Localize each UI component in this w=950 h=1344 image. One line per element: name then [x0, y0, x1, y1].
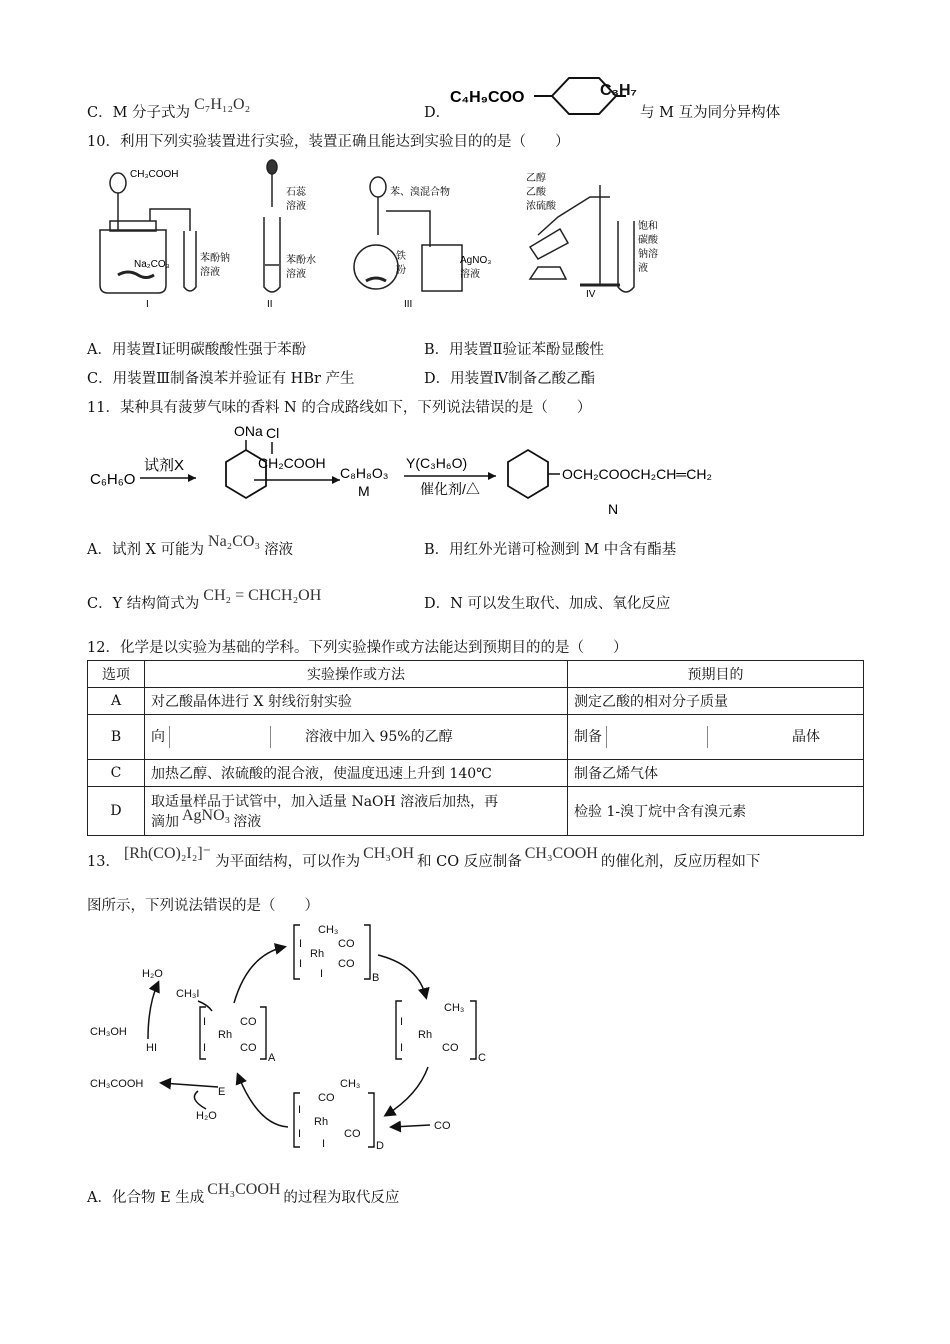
fig-na2co3: Na₂CO₃: [134, 259, 170, 270]
cycle-ch3i: CH₃I: [176, 988, 200, 1000]
fig-benzene-bromine: 苯、溴混合物: [390, 187, 450, 198]
q12-table: [87, 660, 864, 836]
q11-option-c-formula: CH₂ = CHCH₂OH: [203, 587, 322, 604]
fig-agno3-sol: 溶液: [460, 269, 480, 280]
q10-option-c: C．用装置Ⅲ制备溴苯并验证有 HBr 产生: [87, 371, 355, 387]
q13-stem-line2: 图所示，下列说法错误的是（ ）: [87, 898, 319, 914]
row-d-method: [145, 787, 568, 836]
q9-option-d: [424, 101, 450, 122]
cycle-b-ch3: CH₃: [318, 924, 339, 936]
cycle-h2o: H₂O: [142, 968, 163, 980]
q13-text-3: 的催化剂，反应历程如下: [600, 854, 761, 870]
q9-option-c-formula: C₇H₁₂O₂: [194, 96, 251, 113]
cycle-d-co1: CO: [318, 1092, 335, 1104]
q13-stem-line1: [87, 845, 761, 871]
table-row: [88, 715, 864, 760]
scheme-ch2cooh: CH₂COOH: [258, 455, 326, 471]
fig-phenolate: 苯酚钠: [200, 253, 230, 264]
scheme-m-formula: C₈H₈O₃: [340, 465, 389, 481]
q9-d-left-group: C₄H₉COO: [450, 89, 525, 106]
q13-text-1: 为平面结构，可以作为: [215, 854, 361, 870]
row-b-method-pre: 向: [151, 729, 165, 745]
cycle-d-i2: I: [298, 1128, 302, 1140]
fig-sat3: 钠溶: [638, 249, 658, 260]
q11-option-c: [87, 587, 322, 613]
q13-option-a-tail: 的过程为取代反应: [283, 1190, 400, 1206]
cycle-a-rh: Rh: [218, 1029, 233, 1041]
cycle-ch3oh: CH₃OH: [90, 1026, 127, 1038]
q13-formula-3: CH₃COOH: [524, 845, 598, 862]
q11-option-a: [87, 533, 294, 559]
q9-option-c: [87, 96, 251, 122]
row-b-goal-blank: [606, 726, 708, 748]
q9-option-c-text: C．M 分子式为: [87, 105, 191, 121]
fig-sat4: 液: [638, 263, 648, 274]
scheme-y-reagent: Y(C₃H₆O): [406, 455, 468, 471]
cycle-a-i2: I: [203, 1042, 207, 1054]
q12-stem: 12．化学是以实验为基础的学科。下列实验操作或方法能达到预期目的的是（ ）: [87, 640, 628, 656]
scheme-catalyst: 催化剂/△: [420, 481, 480, 497]
q10-stem: 10．利用下列实验装置进行实验，装置正确且能达到实验目的的是（ ）: [87, 134, 570, 150]
cycle-d-i1: I: [298, 1104, 302, 1116]
scheme-product: OCH₂COOCH₂CH═CH₂: [562, 466, 712, 482]
cycle-e: E: [218, 1086, 226, 1098]
row-d-method-line1: 取适量样品于试管中，加入适量 NaOH 溶液后加热，再: [151, 794, 499, 810]
fig-label-3: III: [404, 299, 413, 310]
q10-option-b: B．用装置Ⅱ验证苯酚显酸性: [424, 342, 605, 358]
cycle-b-co1: CO: [338, 938, 355, 950]
row-d-method-line2-post: 溶液: [233, 814, 262, 830]
fig-label-1: I: [146, 299, 149, 310]
cycle-d-rh: Rh: [314, 1116, 329, 1128]
q13-formula-1: [Rh(CO)₂I₂]⁻: [123, 845, 212, 862]
table-header-row: [88, 661, 864, 688]
q11-option-b: B．用红外光谱可检测到 M 中含有酯基: [424, 542, 677, 558]
q13-option-a-formula: CH₃COOH: [207, 1181, 281, 1198]
row-b-option: B: [88, 715, 145, 760]
fig-iron: 铁: [396, 251, 406, 262]
q13-text-2: 和 CO 反应制备: [417, 854, 522, 870]
header-method: 实验操作或方法: [145, 661, 568, 688]
q11-option-a-text: A．试剂 X 可能为: [87, 542, 205, 558]
header-option: 选项: [88, 661, 145, 688]
q11-synthesis-scheme: [88, 420, 753, 522]
fig-label-4: IV: [586, 289, 596, 300]
fig-sat2: 碳酸: [638, 235, 658, 246]
q13-formula-2: CH₃OH: [363, 845, 415, 862]
row-d-option: D: [88, 787, 145, 836]
cycle-b-rh: Rh: [310, 948, 325, 960]
cycle-a-co2: CO: [240, 1042, 257, 1054]
q11-option-d: D．N 可以发生取代、加成、氧化反应: [424, 596, 671, 612]
fig-sat1: 饱和: [638, 221, 658, 232]
row-a-method: 对乙酸晶体进行 X 射线衍射实验: [145, 688, 568, 715]
cycle-hi: HI: [146, 1042, 157, 1054]
fig-litmus: 石蕊: [286, 187, 306, 198]
cycle-co-in: CO: [434, 1120, 451, 1132]
row-b-method-post: 溶液中加入 95%的乙醇: [305, 729, 453, 745]
q13-option-a: [87, 1181, 400, 1207]
fig-agno3: AgNO₃: [460, 255, 492, 266]
cycle-label-c: C: [478, 1052, 486, 1064]
fig-label-2: II: [267, 299, 273, 310]
row-c-goal: 制备乙烯气体: [568, 760, 864, 787]
fig-phenol-water: 苯酚水: [286, 255, 316, 266]
fig-powder: 粉: [396, 265, 406, 276]
cycle-a-i1: I: [203, 1016, 207, 1028]
q11-option-a-formula: Na₂CO₃: [208, 533, 261, 550]
q11-stem: 11．某种具有菠萝气味的香料 N 的合成路线如下，下列说法错误的是（ ）: [87, 400, 592, 416]
q13-num: 13．: [87, 854, 120, 870]
q9-d-right-group: C₃H₇: [600, 82, 637, 99]
table-row: [88, 787, 864, 836]
row-a-option: A: [88, 688, 145, 715]
cycle-b-i1: I: [299, 938, 303, 950]
q13-catalytic-cycle: [88, 915, 508, 1160]
cycle-c-ch3: CH₃: [444, 1002, 465, 1014]
fig-ethanol: 乙醇: [526, 173, 546, 184]
cycle-c-co: CO: [442, 1042, 459, 1054]
cycle-a-co1: CO: [240, 1016, 257, 1028]
scheme-reagent-x: 试剂X: [144, 457, 185, 474]
cycle-b-co2: CO: [338, 958, 355, 970]
scheme-m-label: M: [358, 483, 370, 499]
q10-option-a: A．用装置Ⅰ证明碳酸酸性强于苯酚: [87, 342, 307, 358]
cycle-c-i1: I: [400, 1016, 404, 1028]
cycle-label-d: D: [376, 1140, 384, 1152]
row-d-method-formula: AgNO₃: [182, 807, 231, 824]
q11-option-a-tail: 溶液: [264, 542, 294, 558]
cycle-label-b: B: [372, 972, 380, 984]
header-goal: 预期目的: [568, 661, 864, 688]
table-row: [88, 688, 864, 715]
fig-h2so4: 浓硫酸: [526, 201, 556, 212]
q10-option-d: D．用装置Ⅳ制备乙酸乙酯: [424, 371, 596, 387]
cycle-c-rh: Rh: [418, 1029, 433, 1041]
scheme-cl: Cl: [266, 425, 280, 441]
scheme-start: C₆H₆O: [90, 471, 136, 488]
cycle-b-i3: I: [320, 968, 324, 980]
table-row: [88, 760, 864, 787]
row-d-method-line2-pre: 滴加: [151, 814, 179, 830]
row-a-goal: 测定乙酸的相对分子质量: [568, 688, 864, 715]
cycle-d-co2: CO: [344, 1128, 361, 1140]
cycle-label-a: A: [268, 1052, 276, 1064]
row-c-option: C: [88, 760, 145, 787]
cycle-d-i3: I: [322, 1138, 326, 1150]
fig-phenol-sol: 溶液: [286, 269, 306, 280]
q9-option-d-text: D．: [424, 105, 451, 121]
scheme-n-label: N: [608, 501, 619, 517]
cycle-h2o-b: H₂O: [196, 1110, 217, 1122]
row-b-goal-post: 晶体: [792, 729, 820, 745]
q9-option-d-tail: 与 M 互为同分异构体: [640, 105, 781, 121]
cycle-c-i2: I: [400, 1042, 404, 1054]
cycle-b-i2: I: [299, 958, 303, 970]
cycle-ch3cooh: CH₃COOH: [90, 1078, 144, 1090]
q10-apparatus-figure: [90, 155, 670, 315]
q11-option-c-text: C．Y 结构简式为: [87, 596, 200, 612]
fig-acetic: 乙酸: [526, 187, 546, 198]
scheme-ona: ONa: [234, 423, 263, 439]
row-b-method: [145, 715, 568, 760]
cycle-d-ch3: CH₃: [340, 1078, 361, 1090]
fig-phenolate-sol: 溶液: [200, 267, 220, 278]
q13-option-a-text: A．化合物 E 生成: [87, 1190, 205, 1206]
row-b-method-blank: [169, 726, 271, 748]
row-b-goal: [568, 715, 864, 760]
fig-litmus-sol: 溶液: [286, 201, 306, 212]
row-c-method: 加热乙醇、浓硫酸的混合液，使温度迅速上升到 140℃: [145, 760, 568, 787]
row-d-goal: 检验 1-溴丁烷中含有溴元素: [568, 787, 864, 836]
row-b-goal-pre: 制备: [574, 729, 602, 745]
fig-ch3cooh: CH₃COOH: [130, 169, 179, 180]
